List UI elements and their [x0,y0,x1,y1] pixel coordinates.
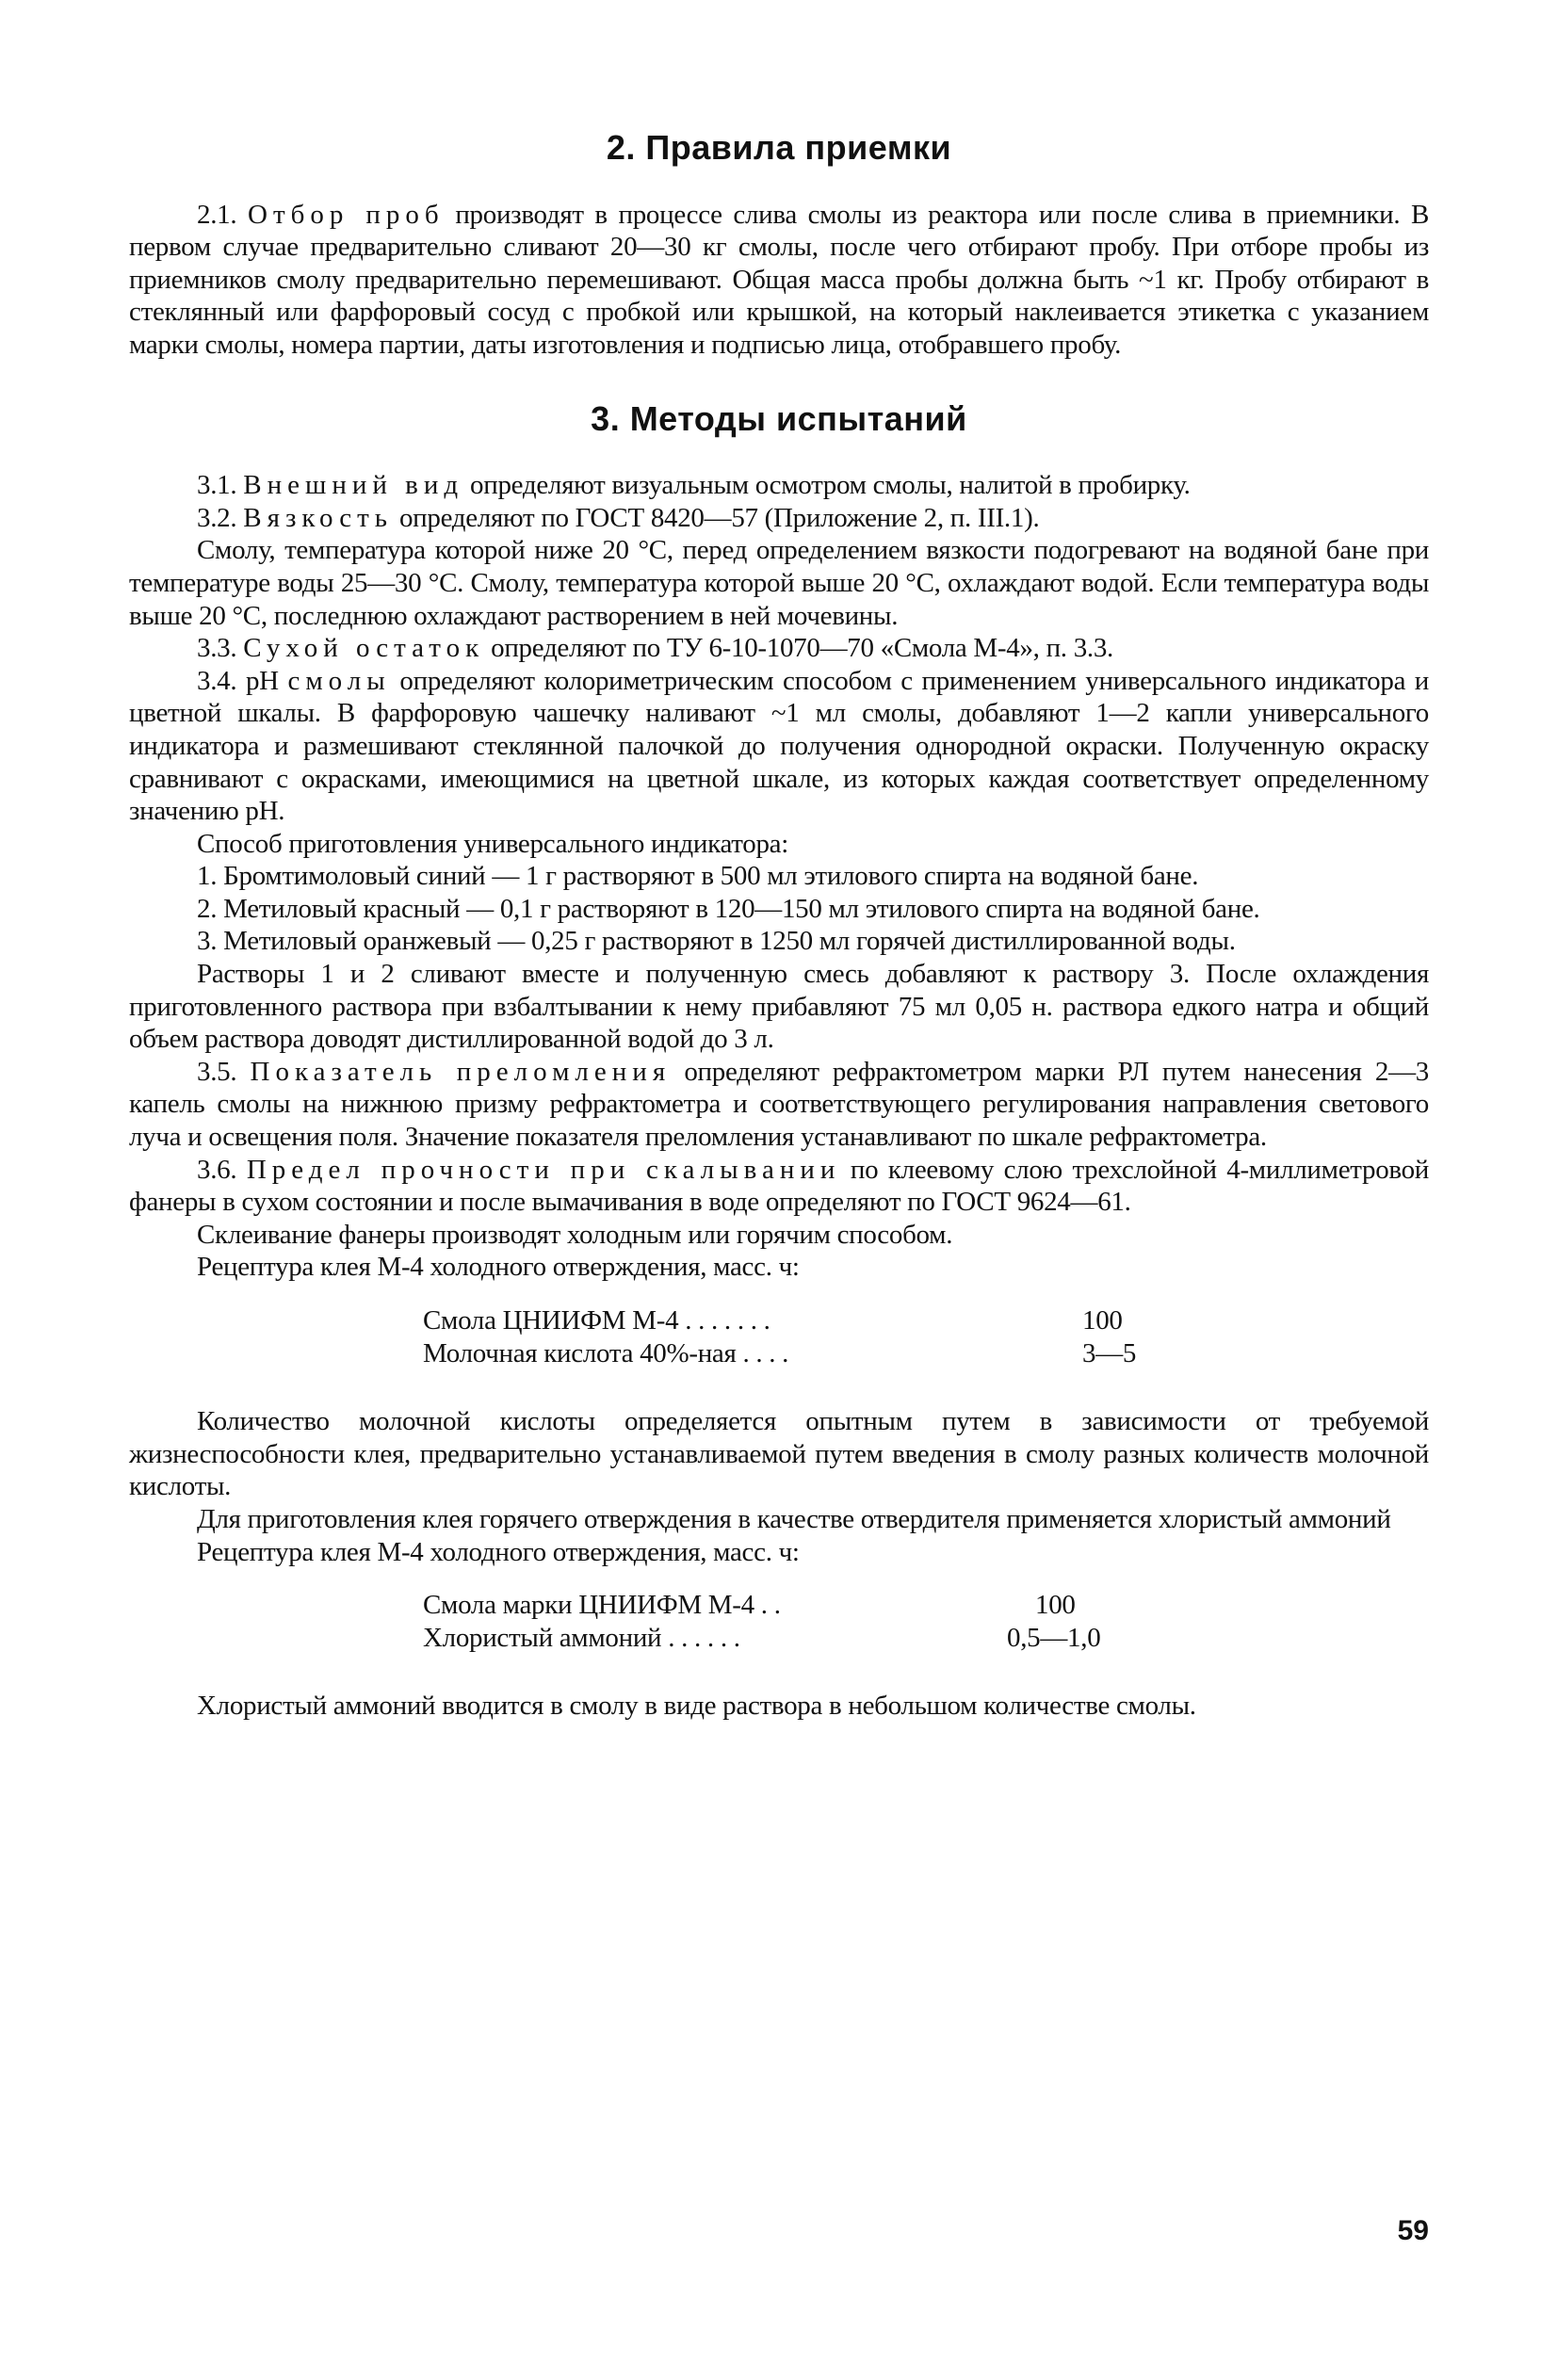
ingredient-amount: 0,5—1,0 [1007,1622,1101,1653]
ingredient-name: Молочная кислота 40%-ная . . . . [423,1337,789,1368]
paragraph-3-2 [129,502,1429,535]
indicator-step-3: 3. Метиловый оранжевый — 0,25 г растворяют в 1250 мл горячей дистиллированной воды. [197,926,1236,957]
indicator-step-1: 1. Бромтимоловый синий — 1 г растворяют в 500 мл этилового спирта на водяной бане. [197,861,1199,892]
hot-cure-note: Для приготовления клея горячего отверждения в качестве отвердителя применяется хлористый аммоний [197,1503,1391,1534]
clause-text: определяют по ТУ 6-10-1070—70 «Смола М-4», п. 3.3. [484,633,1113,664]
paragraph-2-1 [129,199,1429,362]
paragraph-3-4 [129,665,1429,828]
final-note: Хлористый аммоний вводится в смолу в виде раствора в небольшом количестве смолы. [197,1691,1196,1722]
paragraph-3-2-detail: Смолу, температура которой ниже 20 °С, перед определением вязкости подогревают на водяной бане при температуре воды 25—30 °С. Смолу, температура которой выше 20 °С, охлаждают водой. Если температура воды выше 20 °С, последнюю охлаждают растворением в ней мочевины. [129,535,1429,631]
clause-text: определяют визуальным осмотром смолы, налитой в пробирку. [463,470,1191,501]
clause-text: по клеевому слою трехслойной 4-миллиметровой фанеры в сухом состоянии и после вымачивания в воде определяют по ГОСТ 9624—61. [129,1154,1430,1218]
ingredient-amount: 100 [1035,1590,1076,1621]
recipe-1-table [423,1304,1429,1369]
clause-lead: Предел прочности при скалывании [246,1154,841,1185]
indicator-step-2: 2. Метиловый красный — 0,1 г растворяют в 120—150 мл этилового спирта на водяной бане. [197,893,1260,924]
recipe-row [423,1304,1429,1337]
recipe-1-title: Рецептура клея М-4 холодного отверждения, масс. ч: [197,1252,800,1283]
indicator-mix: Растворы 1 и 2 сливают вместе и полученную смесь добавляют к раствору 3. После охлаждения приготовленного раствора при взбалтывании к нему прибавляют 75 мл 0,05 н. раствора едкого натра и общий объем раствора доводят дистиллированной водой до 3 л. [129,959,1429,1055]
clause-lead: Показатель преломления [250,1056,672,1087]
recipe-row [423,1337,1429,1370]
clause-lead: смолы [287,665,391,696]
section-2-title: 2. Правила приемки [606,128,952,167]
clause-text: определяют по ГОСТ 8420—57 (Приложение 2, п. III.1). [393,502,1040,533]
clause-number: 3.2. [197,502,237,533]
ingredient-name: Смола ЦНИИФМ М-4 . . . . . . . [423,1305,770,1336]
indicator-intro: Способ приготовления универсального индикатора: [197,828,788,859]
clause-lead: Сухой остаток [243,633,485,664]
clause-text: определяют рефрактометром марки РЛ путем нанесения 2—3 капель смолы на нижнюю призму рефрактометра и соответствующего регулирования направления светового луча и освещения поля. Значение показателя преломления устанавливают по шкале рефрактометра. [129,1056,1429,1153]
paragraph-3-1 [129,469,1429,502]
recipe-row [423,1622,1429,1655]
clause-text: производят в процессе слива смолы из реактора или после слива в приемники. В первом случае предварительно сливают 20—30 кг смолы, после чего отбирают пробу. При отборе пробы из приемников смолу предварительно перемешивают. Общая масса пробы должна быть ~1 кг. Пробу отбирают в стеклянный или фарфоровый сосуд с пробкой или крышкой, на который наклеивается этикетка с указанием марки смолы, номера партии, даты изготовления и подписью лица, отобравшего пробу. [129,199,1430,360]
glue-methods: Склеивание фанеры производят холодным или горячим способом. [197,1219,953,1250]
section-3-title: 3. Методы испытаний [591,398,967,438]
ingredient-amount: 3—5 [1082,1337,1137,1368]
clause-lead: Отбор проб [248,199,445,230]
clause-number: 3.1. [197,470,237,501]
clause-number: 3.3. [197,633,237,664]
acid-note: Количество молочной кислоты определяется опытным путем в зависимости от требуемой жизнеспособности клея, предварительно устанавливаемой путем введения в смолу разных количеств молочной кислоты. [129,1406,1429,1502]
recipe-2-table [423,1589,1429,1654]
recipe-2-title: Рецептура клея М-4 холодного отверждения, масс. ч: [197,1536,800,1567]
clause-number: 3.5. [197,1056,237,1087]
clause-text: определяют колориметрическим способом с применением универсального индикатора и цветной шкалы. В фарфоровую чашечку наливают ~1 мл смолы, добавляют 1—2 капли универсального индикатора и размешивают стеклянной палочкой до получения однородной окраски. Полученную окраску сравнивают с окрасками, имеющимися на цветной шкале, из которых каждая соответствует определенному значению pH. [129,665,1430,827]
ingredient-name: Хлористый аммоний . . . . . . [423,1622,740,1653]
recipe-row [423,1589,1429,1622]
clause-lead: Внешний вид [243,470,464,501]
ingredient-name: Смола марки ЦНИИФМ М-4 . . [423,1590,781,1621]
paragraph-3-3 [129,632,1429,665]
page-number: 59 [1397,2215,1429,2246]
paragraph-3-6 [129,1154,1429,1219]
clause-number: 3.6. [197,1154,237,1185]
clause-number: 3.4. pH [197,665,279,696]
paragraph-3-5 [129,1056,1429,1154]
ingredient-amount: 100 [1082,1305,1123,1336]
clause-number: 2.1. [197,199,237,230]
document-page [129,128,1430,1723]
clause-lead: Вязкость [243,502,394,533]
